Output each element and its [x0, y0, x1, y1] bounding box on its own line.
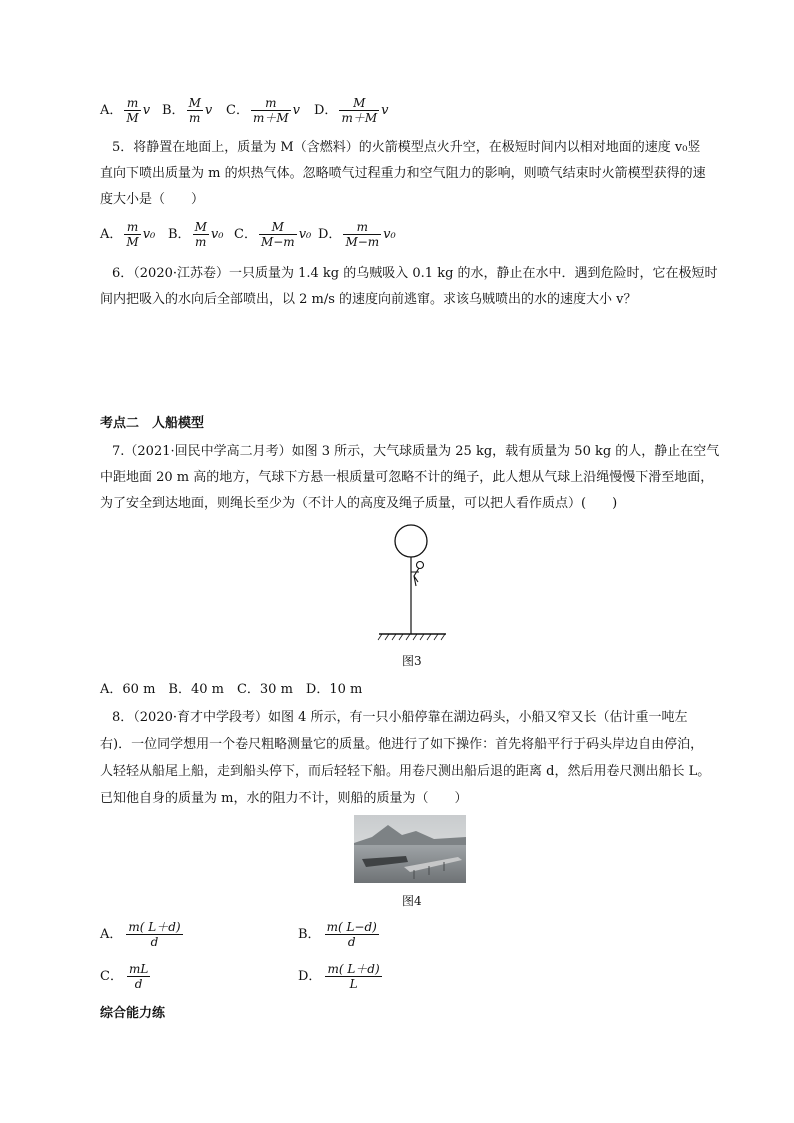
q5-option-a: A． $\frac{m}{M}$ v₀ [100, 220, 156, 249]
figure-3-caption: 图3 [402, 654, 422, 668]
q4-option-c: C． $\frac{m}{m+M}$ v [226, 96, 300, 125]
q5-option-b: B． $\frac{M}{m}$ v₀ [168, 220, 224, 249]
q4-option-b: B． $\frac{M}{m}$ v [162, 96, 213, 125]
q8-option-b: B． $\frac{m( L-d)}{d}$ [298, 920, 377, 949]
q5-line-2: 直向下喷出质量为 m 的炽热气体。忽略喷气过程重力和空气阻力的影响，则喷气结束时火箭模型获得的速 [100, 166, 706, 181]
section-heading-boat-model: 考点二 人船模型 [100, 416, 205, 431]
q8-option-d: D． $\frac{m( L+d)}{L}$ [298, 962, 380, 991]
q8-line-4: 已知他自身的质量为 m，水的阻力不计，则船的质量为（ ） [100, 791, 468, 806]
q8-line-3: 人轻轻从船尾上船，走到船头停下，而后轻轻下船。用卷尺测出船后退的距离 d，然后用卷尺测出船长 L。 [100, 764, 711, 779]
q8-option-c: C． $\frac{mL}{d}$ [100, 962, 149, 991]
q8-line-2: 右)．一位同学想用一个卷尺粗略测量它的质量。他进行了如下操作：首先将船平行于码头岸边自由停泊， [100, 737, 704, 752]
q5-line-1: 5．将静置在地面上，质量为 M（含燃料）的火箭模型点火升空，在极短时间内以相对地面的速度 v₀竖 [112, 140, 701, 155]
q7-line-1: 7.（2021·回民中学高二月考）如图 3 所示，大气球质量为 25 kg，载有质量为 50 kg 的人，静止在空气 [112, 444, 720, 459]
section-heading-comprehensive: 综合能力练 [100, 1006, 166, 1021]
q6-line-1: 6．（2020·江苏卷）一只质量为 1.4 kg 的乌贼吸入 0.1 kg 的水，静止在水中．遇到危险时，它在极短时 [112, 266, 718, 281]
person-figure [411, 562, 424, 587]
q4-options [100, 96, 500, 136]
q4-option-d: D． $\frac{M}{m+M}$ v [314, 96, 389, 125]
ground-hatching [378, 634, 445, 640]
q7-line-3: 为了安全到达地面，则绳长至少为（不计人的高度及绳子质量，可以把人看作质点）( ) [100, 496, 618, 511]
q8-option-a: A． $\frac{m( L+d)}{d}$ [100, 920, 181, 949]
q7-options: A．60 m B．40 m C．30 m D．10 m [100, 682, 363, 697]
figure-3-balloon [370, 520, 460, 645]
q8-line-1: 8．（2020·育才中学段考）如图 4 所示，有一只小船停靠在湖边码头，小船又窄又长（估计重一吨左 [112, 710, 688, 725]
balloon-circle [395, 525, 427, 557]
q4-option-a: A． $\frac{m}{M}$ v [100, 96, 151, 125]
q7-line-2: 中距地面 20 m 高的地方，气球下方悬一根质量可忽略不计的绳子，此人想从气球上沿绳慢慢下滑至地面， [100, 470, 714, 485]
q5-line-3: 度大小是（ ） [100, 192, 205, 207]
q6-line-2: 间内把吸入的水向后全部喷出，以 2 m/s 的速度向前逃窜。求该乌贼喷出的水的速度大小 v？ [100, 292, 637, 307]
figure-4-caption: 图4 [402, 894, 422, 908]
q5-option-d: D． $\frac{m}{M-m}$ v₀ [318, 220, 396, 249]
figure-4-boat-photo [354, 815, 466, 883]
q5-options [100, 220, 500, 260]
q5-option-c: C． $\frac{M}{M-m}$ v₀ [234, 220, 312, 249]
